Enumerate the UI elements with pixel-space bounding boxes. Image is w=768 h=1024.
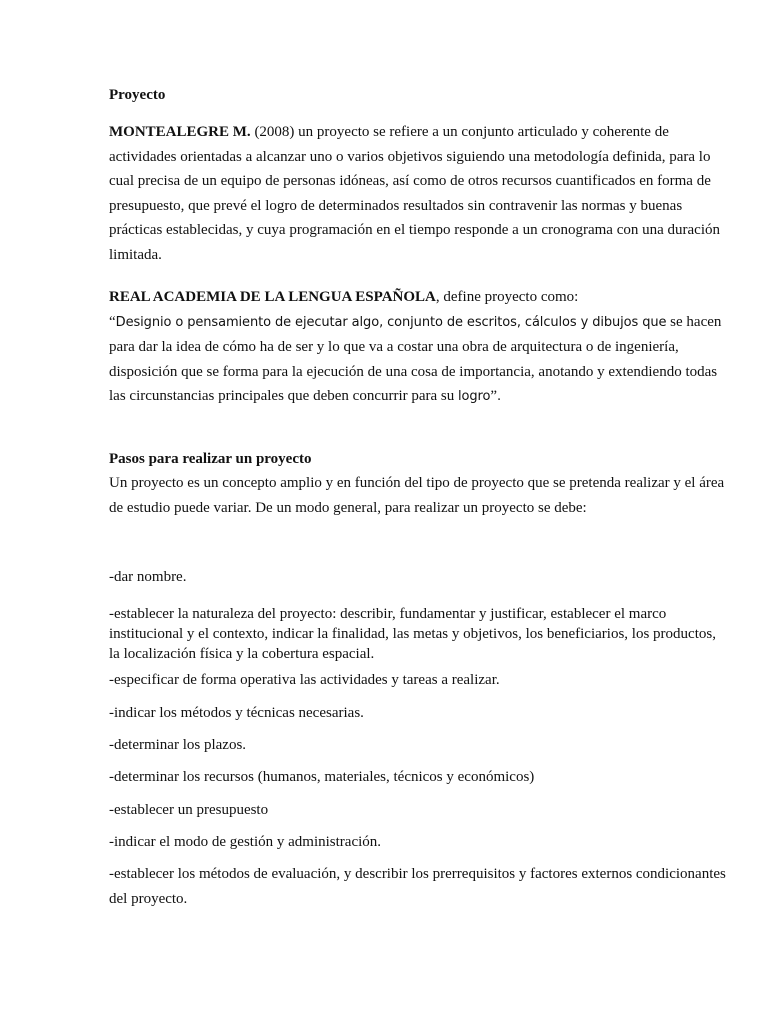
paragraph-rae — [109, 285, 728, 410]
rae-quote-end: logro — [458, 389, 491, 405]
list-item-step-8: -indicar el modo de gestión y administración. — [109, 834, 382, 850]
list-item-step-2: -establecer la naturaleza del proyecto: describir, fundamentar y justificar, establecer el marco institucional y el contexto, indicar la finalidad, las metas y objetivos, los beneficiarios, los productos, la localización física y la cobertura espacial. — [109, 606, 716, 662]
list-item-step-4: -indicar los métodos y técnicas necesarias. — [109, 705, 364, 721]
close-quote: ” — [490, 388, 498, 405]
list-item-step-5: -determinar los plazos. — [109, 737, 247, 753]
list-item-step-6: -determinar los recursos (humanos, materiales, técnicos y económicos) — [109, 769, 535, 785]
doc-heading: Proyecto — [109, 87, 166, 103]
rae-period: . — [497, 389, 502, 405]
author-rae: REAL ACADEMIA DE LA LENGUA ESPAÑOLA — [109, 289, 436, 305]
rae-intro: , define proyecto como: — [435, 289, 579, 305]
open-quote: “ — [109, 313, 116, 330]
paragraph-montealegre — [109, 120, 728, 268]
section-heading: Pasos para realizar un proyecto — [109, 451, 312, 467]
author-montealegre: MONTEALEGRE M. — [109, 124, 251, 140]
rae-quote-body: se hacen para dar la idea de cómo ha de ser y lo que va a costar una obra de arquitectura o de ingeniería, disposición que se forma para la ejecución de una cosa de importancia, anotando y extendiendo todas las circunstancias principales que deben concurrir para su — [109, 313, 722, 405]
rae-quote-line1: Designio o pensamiento de ejecutar algo, conjunto de escritos, cálculos y dibujos que — [115, 314, 667, 330]
list-item-step-7: -establecer un presupuesto — [109, 802, 269, 818]
list-item-step-3: -especificar de forma operativa las actividades y tareas a realizar. — [109, 672, 500, 688]
list-item-step-9: -establecer los métodos de evaluación, y describir los prerrequisitos y factores externos condicionantes del proyecto. — [109, 866, 726, 907]
list-item-step-1: -dar nombre. — [109, 569, 187, 585]
section-intro: Un proyecto es un concepto amplio y en función del tipo de proyecto que se pretenda realizar y el área de estudio puede variar. De un modo general, para realizar un proyecto se debe: — [109, 475, 725, 516]
paragraph-montealegre-text: (2008) un proyecto se refiere a un conjunto articulado y coherente de actividades orientadas a alcanzar uno o varios objetivos siguiendo una metodología definida, para lo cual precisa de un equipo de personas idóneas, así como de otros recursos cuantificados en forma de presupuesto, que prevé el logro de determinados resultados sin contravenir las normas y buenas prácticas establecidas, y cuya programación en el tiempo responde a un cronograma con una duración limitada. — [109, 124, 721, 263]
